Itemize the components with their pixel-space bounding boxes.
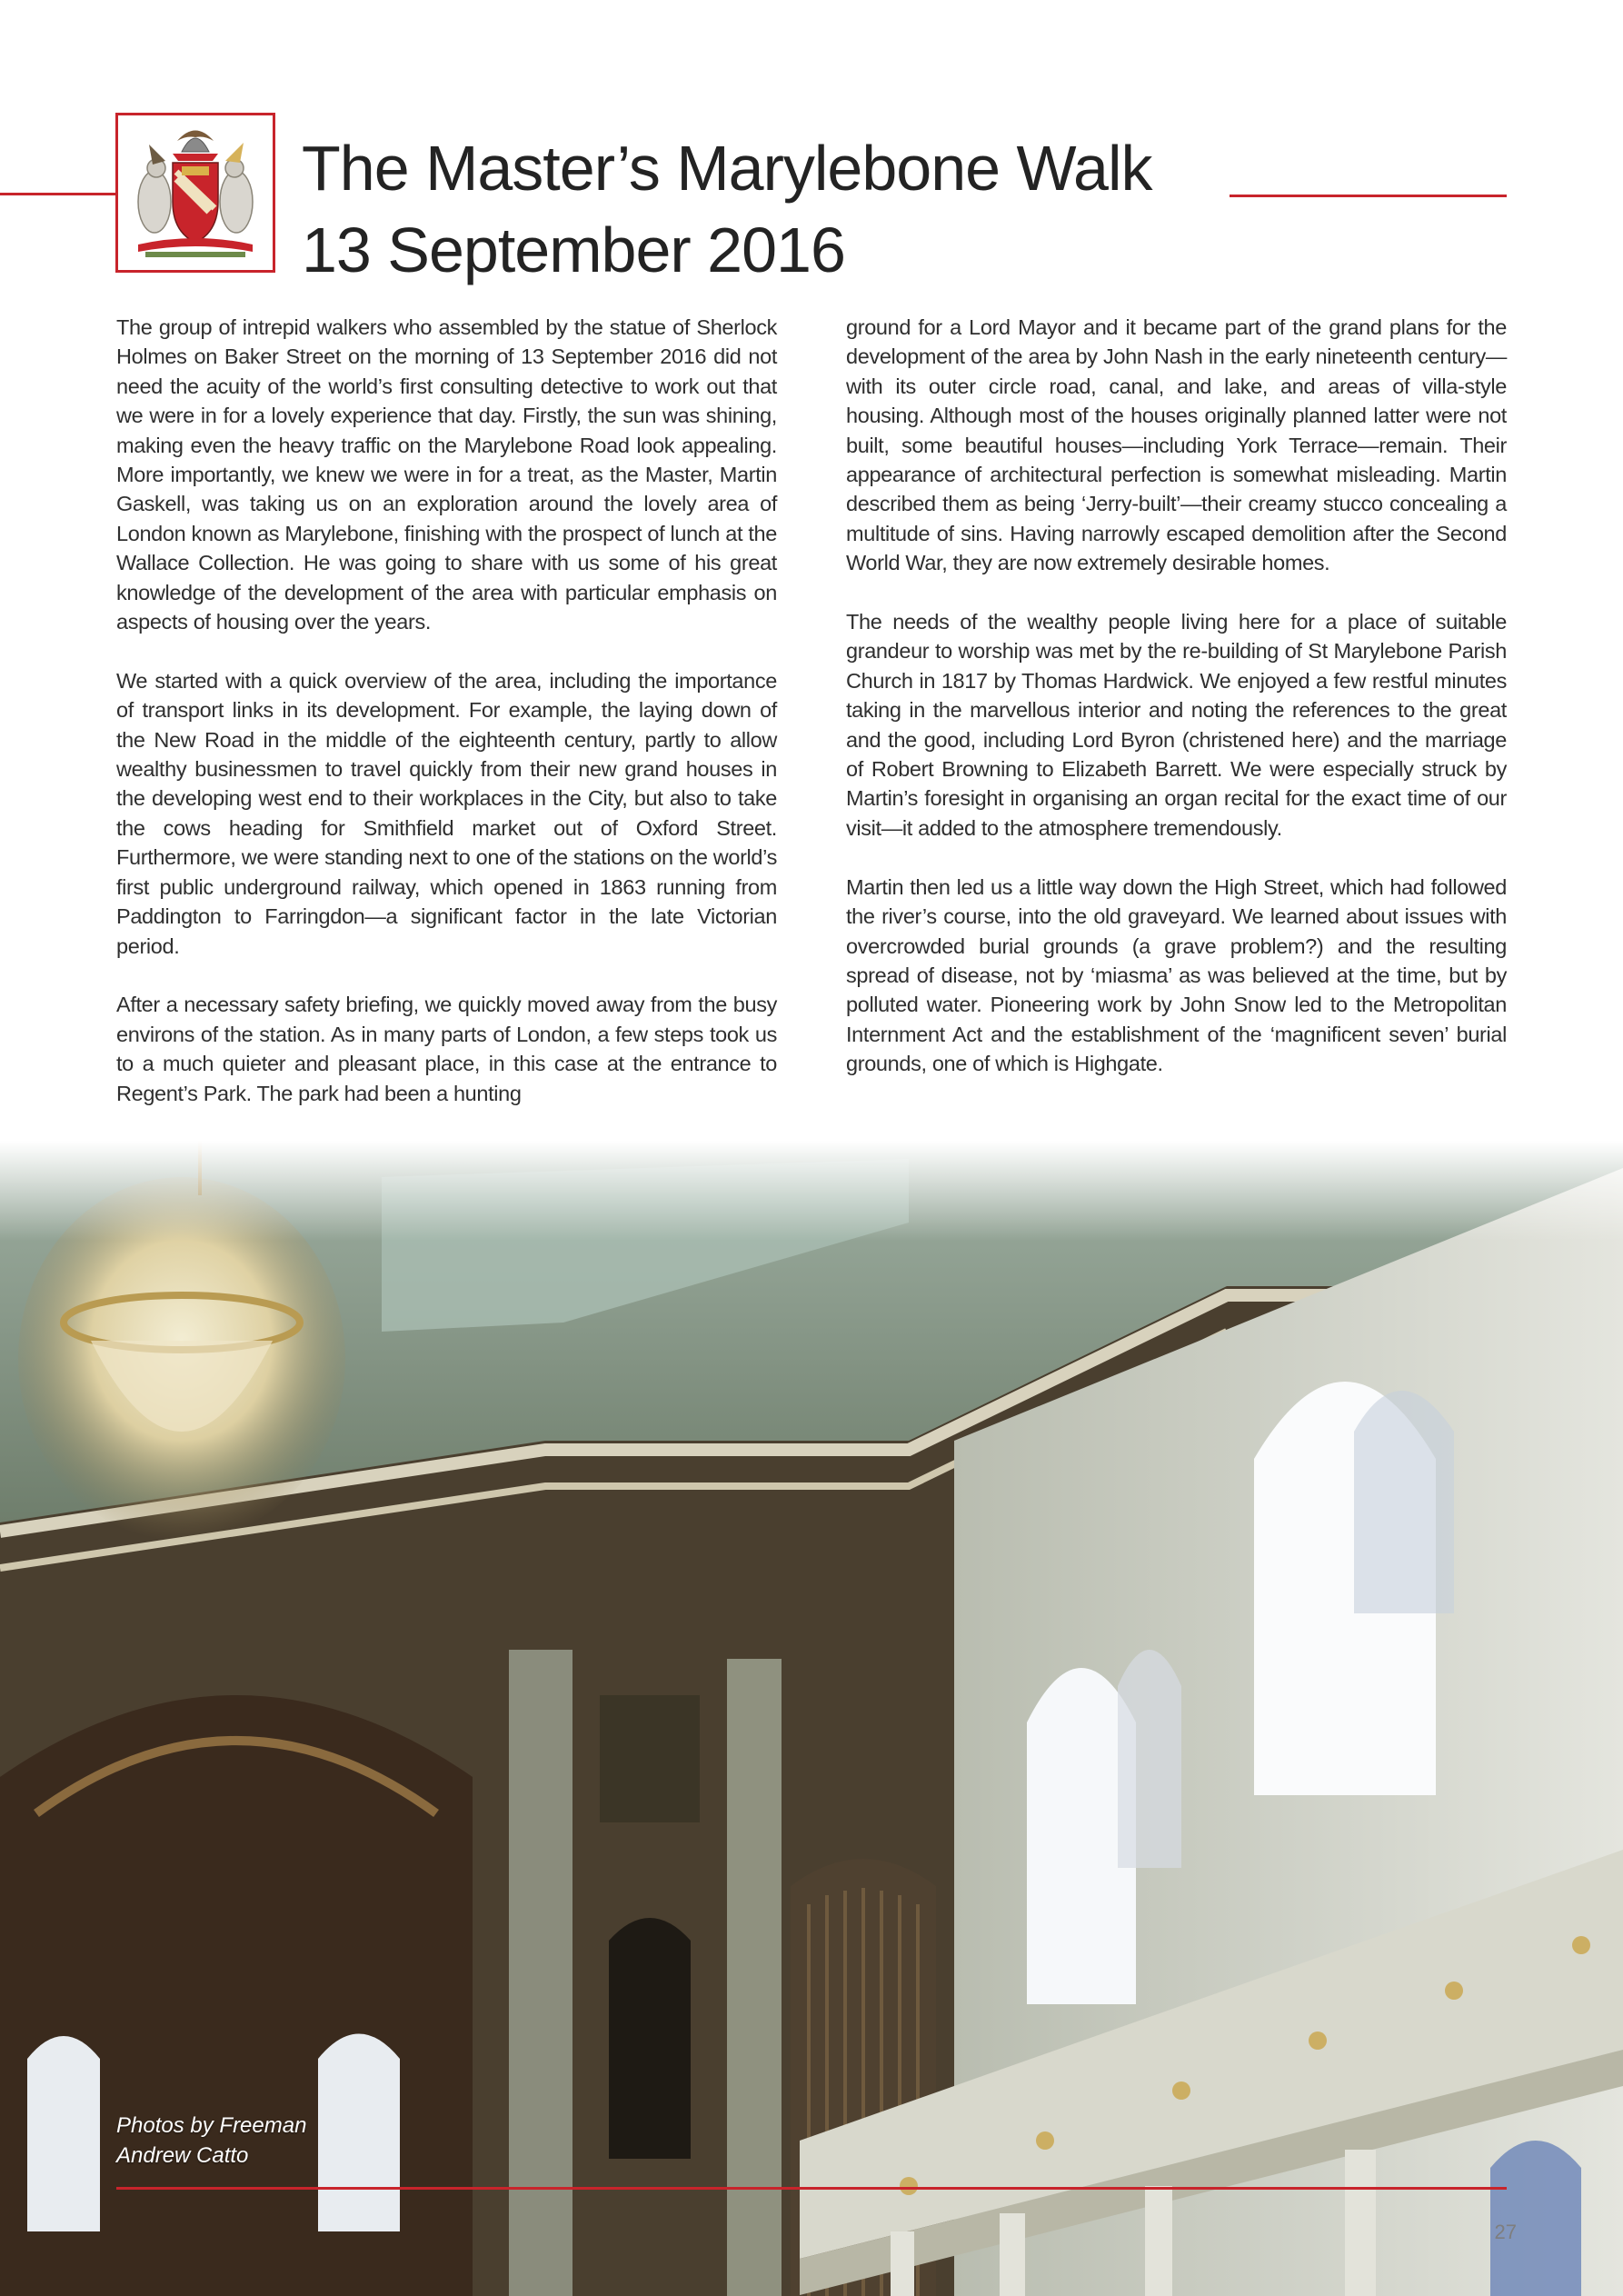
photo-credit-line-2: Andrew Catto: [116, 2143, 249, 2168]
article-column-left: [116, 313, 777, 1137]
page-title: [302, 127, 1210, 291]
footer-rule: [116, 2187, 1507, 2190]
article-column-right: [846, 313, 1507, 1108]
paragraph: We started with a quick overview of the area, including the importance of transport links in its development. For example, the laying down of the New Road in the middle of the eighteenth century, partly to allow wealthy businessmen to travel quickly from their new grand houses in the developing west end to their workplaces in the City, but also to take the cows heading for Smithfield market out of Oxford Street. Furthermore, we were standing next to one of the stations on the world’s first public underground railway, which opened in 1863 running from Paddington to Farringdon—a significant factor in the late Victorian period.: [116, 668, 777, 958]
title-line-1: The Master’s Marylebone Walk: [302, 133, 1152, 204]
paragraph: Martin then led us a little way down the High Street, which had followed the river’s course, into the old graveyard. We learned about issues with overcrowded burial grounds (a grave problem?) and the resulting spread of disease, not by ‘miasma’ as was believed at the time, but by polluted water. Pioneering work by John Snow led to the Metropolitan Internment Act and the establishment of the ‘magnificent seven’ burial grounds, one of which is Highgate.: [846, 874, 1507, 1076]
header-rule-left: [0, 193, 116, 195]
paragraph: The needs of the wealthy people living here for a place of suitable grandeur to worship was met by the re-building of St Marylebone Parish Church in 1817 by Thomas Hardwick. We enjoyed a few restful minutes taking in the marvellous interior and noting the references to the great and the good, including Lord Byron (christened here) and the marriage of Robert Browning to Elizabeth Barrett. We were especially struck by Martin’s foresight in organising an organ recital for the exact time of our visit—it added to the atmosphere tremendously.: [846, 610, 1507, 840]
title-line-2: 13 September 2016: [302, 215, 845, 285]
page-number: 27: [1494, 2221, 1517, 2243]
paragraph: After a necessary safety briefing, we quickly moved away from the busy environs of the station. As in many parts of London, a few steps took us to a much quieter and pleasant place, in this case at the entrance to Regent’s Park. The park had been a hunting: [116, 993, 777, 1105]
photo-credit-line-1: Photos by Freeman: [116, 2113, 307, 2138]
paragraph: The group of intrepid walkers who assembled by the statue of Sherlock Holmes on Baker Street on the morning of 13 September 2016 did not need the acuity of the world’s first consulting detective to work out that we were in for a lovely experience that day. Firstly, the sun was shining, making even the heavy traffic on the Marylebone Road look appealing. More importantly, we knew we were in for a treat, as the Master, Martin Gaskell, was taking us on an exploration around the lovely area of London known as Marylebone, finishing with the prospect of lunch at the Wallace Collection. He was going to share with us some of his great knowledge of the development of the area with particular emphasis on aspects of housing over the years.: [116, 315, 777, 634]
header-rule-right: [1230, 195, 1507, 197]
paragraph: ground for a Lord Mayor and it became part of the grand plans for the development of the area by John Nash in the early nineteenth century—with its outer circle road, canal, and lake, and areas of villa-style housing. Although most of the houses originally planned latter were not built, some beautiful houses—including York Terrace—remain. Their appearance of architectural perfection is somewhat misleading. Martin described them as being ‘Jerry-built’—their creamy stucco concealing a multitude of sins. Having narrowly escaped demolition after the Second World War, they are now extremely desirable homes.: [846, 315, 1507, 575]
photo-credit: [116, 2111, 306, 2171]
coat-of-arms-icon: [115, 113, 275, 273]
